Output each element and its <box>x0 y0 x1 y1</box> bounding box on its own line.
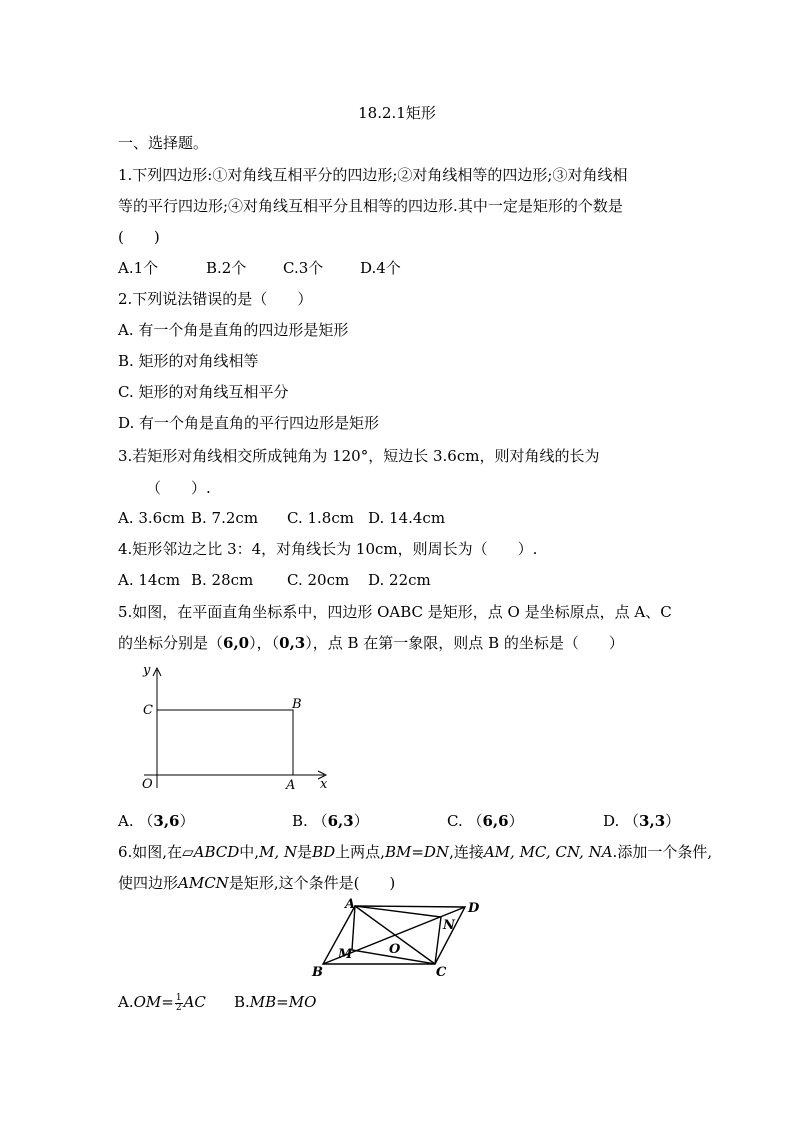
q5-line2 <box>118 633 624 653</box>
q5-coord-a: 6,0 <box>223 634 250 652</box>
q5-coord-c: 0,3 <box>279 634 306 652</box>
q3-option-a: A. 3.6cm <box>118 509 185 527</box>
q4-option-a: A. 14cm <box>118 571 181 589</box>
q5-option-b-letter: B. <box>292 812 308 830</box>
q6-points-mn: M, N <box>259 843 298 861</box>
q6-option-b-var: MB=MO <box>249 993 317 1011</box>
fig-label-o: O <box>389 942 401 957</box>
q6-text-5: ,连接 <box>449 843 484 861</box>
q6-text-4: 上两点, <box>335 843 385 861</box>
q2-option-b: B. 矩形的对角线相等 <box>118 352 259 370</box>
q5-option-b-value: 6,3 <box>327 812 354 830</box>
label-x: x <box>320 777 328 792</box>
label-o: O <box>142 777 153 792</box>
q1-line1: 1.下列四边形:①对角线互相平分的四边形;②对角线相等的四边形;③对角线相 <box>118 166 628 184</box>
q5-line2-text-b: ），（ <box>249 634 280 652</box>
q5-option-c-value: 6,6 <box>482 812 509 830</box>
q3-option-d: D. 14.4cm <box>368 509 446 527</box>
fig-label-a: A <box>345 897 356 912</box>
q2-option-d: D. 有一个角是直角的平行四边形是矩形 <box>118 414 380 432</box>
q6-text-2: 中, <box>239 843 260 861</box>
label-a: A <box>286 778 296 793</box>
q6-option-a-tail: AC <box>183 993 206 1011</box>
fig-label-b: B <box>312 965 323 980</box>
q2-stem: 2.下列说法错误的是（ ） <box>118 290 313 308</box>
page-title: 18.2.1矩形 <box>358 104 436 122</box>
q5-option-c: C. （6,6） <box>447 812 524 830</box>
q5-option-a-letter: A. <box>118 812 134 830</box>
fig-label-c: C <box>436 965 447 980</box>
q5-option-a-value: 3,6 <box>153 812 180 830</box>
q6-option-b <box>234 992 316 1012</box>
q6-line1 <box>118 842 712 862</box>
q6-line2 <box>118 873 395 893</box>
q6-text-1: 6.如图,在 <box>118 843 183 861</box>
q4-option-d: D. 22cm <box>368 571 431 589</box>
q3-option-b: B. 7.2cm <box>191 509 259 527</box>
q1-option-a: A.1个 <box>118 259 159 277</box>
fig-label-m: M <box>338 947 353 962</box>
fig-label-n: N <box>443 918 455 933</box>
label-b: B <box>292 697 302 712</box>
fraction-numerator: 1 <box>175 992 182 1003</box>
q4-option-c: C. 20cm <box>287 571 350 589</box>
q5-option-a: A. （3,6） <box>118 812 195 830</box>
q5-option-d-letter: D. <box>603 812 620 830</box>
q2-option-a: A. 有一个角是直角的四边形是矩形 <box>118 321 349 339</box>
q6-text-3: 是 <box>297 843 313 861</box>
q6-text-8: 是矩形,这个条件是( ) <box>228 874 396 892</box>
q1-option-c: C.3个 <box>283 259 324 277</box>
q3-option-c: C. 1.8cm <box>287 509 354 527</box>
label-y: y <box>143 663 151 678</box>
q5-option-c-letter: C. <box>447 812 463 830</box>
q1-line3: ( ) <box>118 228 160 246</box>
q4-option-b: B. 28cm <box>191 571 254 589</box>
q5-line1: 5.如图，在平面直角坐标系中，四边形 OABC 是矩形，点 O 是坐标原点，点 A、C <box>118 603 672 621</box>
q4-stem: 4.矩形邻边之比 3：4，对角线长为 10cm，则周长为（ ）. <box>118 540 538 558</box>
q1-option-b: B.2个 <box>206 259 247 277</box>
q6-segments: AM, MC, CN, NA <box>483 843 613 861</box>
q2-option-c: C. 矩形的对角线互相平分 <box>118 383 289 401</box>
q6-parallelogram-name: ▱ABCD <box>182 843 240 861</box>
q6-quad-name: AMCN <box>178 874 229 892</box>
q3-line2: （ ）. <box>146 479 211 497</box>
q5-line2-text-a: 的坐标分别是（ <box>118 634 224 652</box>
q5-option-d: D. （3,3） <box>603 812 681 830</box>
q6-option-b-letter: B. <box>234 993 250 1011</box>
q6-equation: BM=DN <box>384 843 450 861</box>
section-heading: 一、选择题。 <box>118 134 209 152</box>
q5-coordinate-figure <box>136 660 336 795</box>
label-c: C <box>143 703 153 718</box>
q6-option-a-letter: A. <box>118 993 134 1011</box>
fig-label-d: D <box>468 901 480 916</box>
q5-line2-text-c: ），点 B 在第一象限，则点 B 的坐标是（ ） <box>305 634 624 652</box>
q3-line1: 3.若矩形对角线相交所成钝角为 120°，短边长 3.6cm，则对角线的长为 <box>118 447 600 465</box>
rectangle-oabc <box>157 710 293 775</box>
q6-option-a-var: OM= <box>133 993 174 1011</box>
q5-option-d-value: 3,3 <box>639 812 666 830</box>
q1-option-d: D.4个 <box>360 259 401 277</box>
fraction-denominator: 2 <box>175 1002 182 1013</box>
q6-option-a <box>118 992 206 1013</box>
q1-line2: 等的平行四边形;④对角线互相平分且相等的四边形.其中一定是矩形的个数是 <box>118 197 623 215</box>
q6-parallelogram-figure <box>310 896 490 982</box>
fraction-one-half <box>175 994 183 1013</box>
q6-segment-bd: BD <box>312 843 336 861</box>
q5-option-b: B. （6,3） <box>292 812 369 830</box>
q6-text-7: 使四边形 <box>118 874 179 892</box>
q6-text-6: .添加一个条件, <box>612 843 713 861</box>
